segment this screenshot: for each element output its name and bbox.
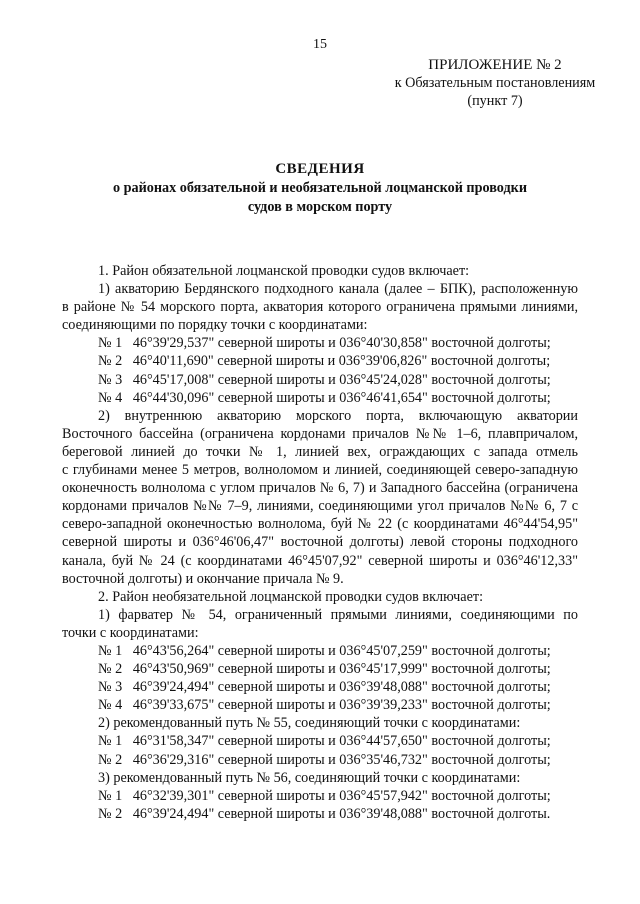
title-subheading-2: судов в морском порту xyxy=(247,199,393,215)
title-subheading-1: о районах обязательной и необязательной лоцманской проводки xyxy=(112,180,528,196)
paragraph-line: северо-западной оконечностью волнолома, буй № 22 (с координатами 46°44'54,95" xyxy=(62,516,578,533)
paragraph-line: 2) внутреннюю акваторию морского порта, включающую акватории xyxy=(98,407,578,424)
coordinate-line: № 2 46°43'50,969" северной широты и 036°45'17,999" восточной долготы; xyxy=(98,661,551,678)
page-number: 15 xyxy=(313,37,327,52)
paragraph-line: 1) акваторию Бердянского подходного канала (далее – БПК), расположенную xyxy=(98,281,578,298)
appendix-reference: к Обязательным постановлениям xyxy=(394,75,596,91)
coordinate-line: № 2 46°39'24,494" северной широты и 036°39'48,088" восточной долготы. xyxy=(98,805,551,822)
paragraph-line: северной широты и 036°46'06,47" восточной долготы) левой стороны подходного xyxy=(62,534,578,551)
appendix-title: ПРИЛОЖЕНИЕ № 2 xyxy=(428,57,562,73)
coordinate-line: № 1 46°43'56,264" северной широты и 036°45'07,259" восточной долготы; xyxy=(98,642,551,659)
document-body xyxy=(62,262,578,823)
coordinate-line: № 1 46°31'58,347" северной широты и 036°44'57,650" восточной долготы; xyxy=(98,733,551,750)
section-2-heading: 2. Район необязательной лоцманской проводки судов включает: xyxy=(98,588,484,605)
paragraph-line: точки с координатами: xyxy=(62,624,199,641)
paragraph-line: канала, буй № 24 (с координатами 46°45'07,92" северной широты и 036°46'12,33" xyxy=(62,552,578,569)
paragraph-line: оконечность волнолома с углом причалов № 6, 7) и Западного бассейна (ограничена xyxy=(62,480,578,497)
paragraph-line: с глубинами менее 5 метров, волноломом и линией, соединяющей северо-западную xyxy=(62,462,578,479)
coordinate-line: № 1 46°39'29,537" северной широты и 036°40'30,858" восточной долготы; xyxy=(98,335,551,352)
paragraph-line: 3) рекомендованный путь № 56, соединяющий точки с координатами: xyxy=(98,769,521,786)
paragraph-line: в районе № 54 морского порта, акватория которого ограничена прямыми линиями, xyxy=(62,299,578,316)
paragraph-line: Восточного бассейна (ограничена кордонами причалов №№ 1–6, плавпричалом, xyxy=(62,425,578,442)
title-heading: СВЕДЕНИЯ xyxy=(275,161,365,177)
coordinate-line: № 2 46°40'11,690" северной широты и 036°39'06,826" восточной долготы; xyxy=(98,353,551,370)
document-title xyxy=(0,160,640,217)
coordinate-line: № 1 46°32'39,301" северной широты и 036°45'57,942" восточной долготы; xyxy=(98,787,551,804)
paragraph-line: соединяющими по порядку точки с координатами: xyxy=(62,317,368,334)
coordinate-line: № 2 46°36'29,316" северной широты и 036°35'46,732" восточной долготы; xyxy=(98,751,551,768)
paragraph-line: восточной долготы) и окончание причала № 9. xyxy=(62,570,344,587)
coordinate-line: № 4 46°39'33,675" северной широты и 036°39'39,233" восточной долготы; xyxy=(98,697,551,714)
appendix-clause: (пункт 7) xyxy=(467,93,523,109)
coordinate-line: № 3 46°39'24,494" северной широты и 036°39'48,088" восточной долготы; xyxy=(98,679,551,696)
paragraph-line: кордонами причалов №№ 7–9, линиями, соединяющими угол причалов №№ 6, 7 с xyxy=(62,498,578,515)
section-1-heading: 1. Район обязательной лоцманской проводки судов включает: xyxy=(98,263,470,279)
coordinate-line: № 3 46°45'17,008" северной широты и 036°45'24,028" восточной долготы; xyxy=(98,371,551,388)
paragraph-line: 2) рекомендованный путь № 55, соединяющий точки с координатами: xyxy=(98,715,521,732)
appendix-header xyxy=(380,56,610,110)
paragraph-line: береговой линией до точки № 1, линией вех, ограждающих с запада отмель xyxy=(62,443,578,460)
coordinate-line: № 4 46°44'30,096" северной широты и 036°46'41,654" восточной долготы; xyxy=(98,389,551,406)
paragraph-line: 1) фарватер № 54, ограниченный прямыми линиями, соединяющими по xyxy=(98,606,578,623)
